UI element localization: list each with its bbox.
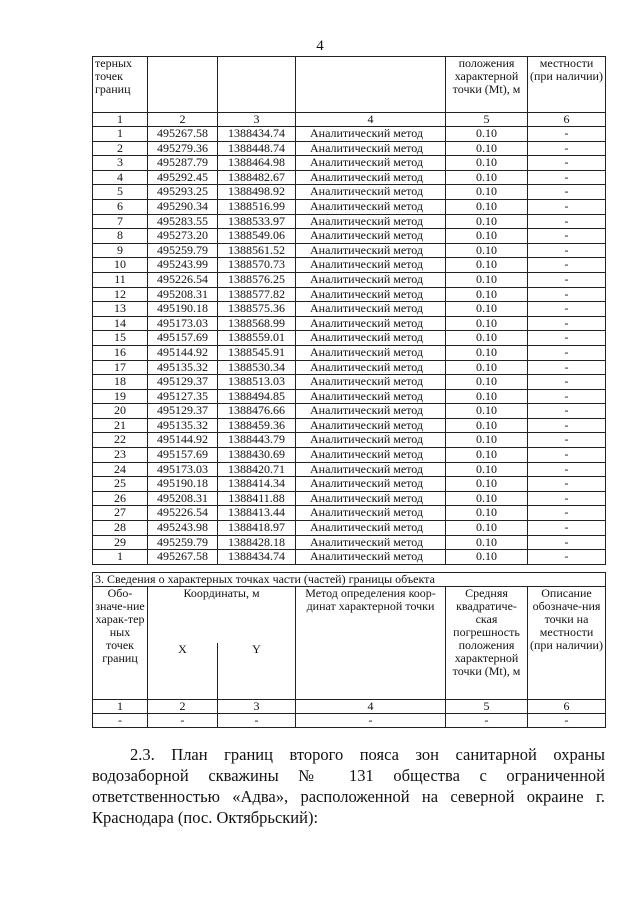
header-error: положения характерной точки (Mt), м bbox=[446, 57, 528, 113]
table-cell: Аналитический метод bbox=[296, 491, 446, 506]
table-cell: Аналитический метод bbox=[296, 316, 446, 331]
table-cell: 17 bbox=[93, 360, 148, 375]
table-cell: 15 bbox=[93, 331, 148, 346]
table-cell: - bbox=[528, 448, 606, 463]
table-cell: Аналитический метод bbox=[296, 477, 446, 492]
table-row bbox=[93, 287, 606, 302]
table-cell: 495129.37 bbox=[148, 404, 218, 419]
col-number: 6 bbox=[528, 113, 606, 127]
table-cell: - bbox=[528, 127, 606, 142]
table-cell: Аналитический метод bbox=[296, 550, 446, 565]
col-number: 1 bbox=[93, 113, 148, 127]
table-cell: - bbox=[528, 418, 606, 433]
table-row bbox=[93, 331, 606, 346]
col-number: 5 bbox=[446, 700, 528, 714]
table-cell: 1388570.73 bbox=[218, 258, 296, 273]
table-cell: 18 bbox=[93, 375, 148, 390]
table-cell: 0.10 bbox=[446, 462, 528, 477]
table-cell: Аналитический метод bbox=[296, 360, 446, 375]
table-cell: - bbox=[528, 214, 606, 229]
table-cell: 7 bbox=[93, 214, 148, 229]
table-cell: 495190.18 bbox=[148, 302, 218, 317]
table-row bbox=[93, 550, 606, 565]
table-cell: 495135.32 bbox=[148, 360, 218, 375]
table-cell: - bbox=[528, 243, 606, 258]
section-paragraph: 2.3. План границ второго пояса зон санитарной охраны водозаборной скважины № 131 общества с ограниченной ответственностью «Адва», расположенной на северной окраине г. Краснодара (пос. Октябрьский): bbox=[92, 745, 605, 827]
table-cell: - bbox=[93, 714, 148, 728]
table-cell: Аналитический метод bbox=[296, 243, 446, 258]
table-cell: 0.10 bbox=[446, 258, 528, 273]
table-cell: 0.10 bbox=[446, 345, 528, 360]
table-cell: 1 bbox=[93, 550, 148, 565]
table-cell: 1388549.06 bbox=[218, 229, 296, 244]
table-row bbox=[93, 185, 606, 200]
table-cell: Аналитический метод bbox=[296, 506, 446, 521]
table-cell: 0.10 bbox=[446, 506, 528, 521]
table-row bbox=[93, 199, 606, 214]
table-cell: 495157.69 bbox=[148, 448, 218, 463]
table-cell: Аналитический метод bbox=[296, 462, 446, 477]
table-cell: 0.10 bbox=[446, 521, 528, 536]
table-cell: - bbox=[218, 714, 296, 728]
table-cell: 1388430.69 bbox=[218, 448, 296, 463]
table-cell: - bbox=[528, 302, 606, 317]
table-cell: 0.10 bbox=[446, 229, 528, 244]
table-cell: Аналитический метод bbox=[296, 229, 446, 244]
table-cell: 1388420.71 bbox=[218, 462, 296, 477]
table-row bbox=[93, 491, 606, 506]
section-title: 3. Сведения о характерных точках части (частей) границы объекта bbox=[93, 573, 606, 587]
header-point-label: терных точек границ bbox=[93, 57, 148, 113]
table-cell: 10 bbox=[93, 258, 148, 273]
table-cell: Аналитический метод bbox=[296, 199, 446, 214]
table-cell: - bbox=[528, 331, 606, 346]
table-cell: 0.10 bbox=[446, 448, 528, 463]
table-cell: 4 bbox=[93, 170, 148, 185]
table-cell: Аналитический метод bbox=[296, 302, 446, 317]
table-cell: Аналитический метод bbox=[296, 521, 446, 536]
table-cell: 24 bbox=[93, 462, 148, 477]
table-cell: 495135.32 bbox=[148, 418, 218, 433]
table-cell: Аналитический метод bbox=[296, 404, 446, 419]
table-cell: 0.10 bbox=[446, 199, 528, 214]
col-number: 2 bbox=[148, 113, 218, 127]
table-cell: 0.10 bbox=[446, 491, 528, 506]
table-cell: 1388561.52 bbox=[218, 243, 296, 258]
table-cell: 26 bbox=[93, 491, 148, 506]
table-cell: - bbox=[528, 360, 606, 375]
table-cell: 0.10 bbox=[446, 360, 528, 375]
header-method: Метод определения коор-динат характерной точки bbox=[296, 587, 446, 700]
table-row bbox=[93, 243, 606, 258]
table-cell: 0.10 bbox=[446, 316, 528, 331]
table-cell: 495259.79 bbox=[148, 243, 218, 258]
table-row bbox=[93, 462, 606, 477]
table-cell: 1388494.85 bbox=[218, 389, 296, 404]
table-cell: 8 bbox=[93, 229, 148, 244]
table-cell: 495157.69 bbox=[148, 331, 218, 346]
table-cell: Аналитический метод bbox=[296, 331, 446, 346]
table-cell: 1388577.82 bbox=[218, 287, 296, 302]
table-row bbox=[93, 477, 606, 492]
table-cell: - bbox=[528, 462, 606, 477]
col-number: 3 bbox=[218, 113, 296, 127]
table-cell: 495127.35 bbox=[148, 389, 218, 404]
table-cell: - bbox=[528, 521, 606, 536]
table-row bbox=[93, 404, 606, 419]
table-cell: Аналитический метод bbox=[296, 258, 446, 273]
table-row bbox=[93, 389, 606, 404]
table-cell: 1388434.74 bbox=[218, 127, 296, 142]
table-cell: - bbox=[528, 506, 606, 521]
table-cell: - bbox=[296, 714, 446, 728]
table-cell: 495283.55 bbox=[148, 214, 218, 229]
table-cell: 1388498.92 bbox=[218, 185, 296, 200]
table-cell: 20 bbox=[93, 404, 148, 419]
col-number: 3 bbox=[218, 700, 296, 714]
table-row bbox=[93, 214, 606, 229]
table-row bbox=[93, 127, 606, 142]
table-cell: 0.10 bbox=[446, 287, 528, 302]
table-cell: 1388575.36 bbox=[218, 302, 296, 317]
table-cell: 3 bbox=[93, 156, 148, 171]
table-cell: 0.10 bbox=[446, 141, 528, 156]
table-cell: 495129.37 bbox=[148, 375, 218, 390]
header-description: Описание обозначе-ния точки на местности (при наличии) bbox=[528, 587, 606, 700]
table-cell: 19 bbox=[93, 389, 148, 404]
table-cell: 0.10 bbox=[446, 272, 528, 287]
table-row bbox=[93, 375, 606, 390]
table-cell: 495173.03 bbox=[148, 316, 218, 331]
col-number: 5 bbox=[446, 113, 528, 127]
table-cell: Аналитический метод bbox=[296, 433, 446, 448]
table-row bbox=[93, 345, 606, 360]
table-cell: 11 bbox=[93, 272, 148, 287]
table-cell: 27 bbox=[93, 506, 148, 521]
table-cell: 1388411.88 bbox=[218, 491, 296, 506]
table-cell: 495287.79 bbox=[148, 156, 218, 171]
table-cell: 495293.25 bbox=[148, 185, 218, 200]
table-cell: - bbox=[528, 389, 606, 404]
table-cell: 0.10 bbox=[446, 243, 528, 258]
table-cell: 495292.45 bbox=[148, 170, 218, 185]
table-cell: - bbox=[528, 185, 606, 200]
table-cell: Аналитический метод bbox=[296, 141, 446, 156]
table-row bbox=[93, 433, 606, 448]
table-cell: 495243.99 bbox=[148, 258, 218, 273]
table-row bbox=[93, 156, 606, 171]
table-cell: 1 bbox=[93, 127, 148, 142]
table-cell: 1388545.91 bbox=[218, 345, 296, 360]
table-cell: 0.10 bbox=[446, 433, 528, 448]
table-cell: - bbox=[528, 477, 606, 492]
table-cell: 495190.18 bbox=[148, 477, 218, 492]
table-cell: 1388448.74 bbox=[218, 141, 296, 156]
col-number: 1 bbox=[93, 700, 148, 714]
table-cell: 1388434.74 bbox=[218, 550, 296, 565]
table-cell: 2 bbox=[93, 141, 148, 156]
table-cell: - bbox=[528, 375, 606, 390]
table-row bbox=[93, 521, 606, 536]
table-cell: 0.10 bbox=[446, 375, 528, 390]
table-cell: 0.10 bbox=[446, 185, 528, 200]
table-cell: - bbox=[528, 535, 606, 550]
table-cell: 5 bbox=[93, 185, 148, 200]
table-cell: 25 bbox=[93, 477, 148, 492]
table-cell: 1388576.25 bbox=[218, 272, 296, 287]
table-cell: 495144.92 bbox=[148, 345, 218, 360]
table-cell: 1388516.99 bbox=[218, 199, 296, 214]
table-cell: 0.10 bbox=[446, 302, 528, 317]
table-cell: 1388476.66 bbox=[218, 404, 296, 419]
table-cell: - bbox=[528, 199, 606, 214]
table-cell: 1388413.44 bbox=[218, 506, 296, 521]
table-cell: 495208.31 bbox=[148, 287, 218, 302]
table-cell: 1388443.79 bbox=[218, 433, 296, 448]
table-row bbox=[93, 506, 606, 521]
table-cell: 0.10 bbox=[446, 156, 528, 171]
table-cell: - bbox=[528, 550, 606, 565]
table-cell: 28 bbox=[93, 521, 148, 536]
col-number: 2 bbox=[148, 700, 218, 714]
table-cell: Аналитический метод bbox=[296, 272, 446, 287]
part-boundary-table bbox=[92, 572, 606, 728]
table-cell: 495144.92 bbox=[148, 433, 218, 448]
table-cell: - bbox=[528, 258, 606, 273]
table-cell: - bbox=[528, 714, 606, 728]
table-cell: 6 bbox=[93, 199, 148, 214]
table-cell: 495226.54 bbox=[148, 506, 218, 521]
table-cell: Аналитический метод bbox=[296, 127, 446, 142]
table-cell: Аналитический метод bbox=[296, 287, 446, 302]
table-cell: 23 bbox=[93, 448, 148, 463]
table-cell: 0.10 bbox=[446, 389, 528, 404]
header-point-label: Обо-значе-ние харак-тер ных точек границ bbox=[93, 587, 148, 700]
header-description: местности (при наличии) bbox=[528, 57, 606, 113]
table-cell: - bbox=[528, 287, 606, 302]
table-cell: 0.10 bbox=[446, 331, 528, 346]
table-row bbox=[93, 535, 606, 550]
table-row bbox=[93, 141, 606, 156]
table-cell: 0.10 bbox=[446, 535, 528, 550]
col-number: 4 bbox=[296, 113, 446, 127]
table-cell: Аналитический метод bbox=[296, 375, 446, 390]
table-cell: 1388418.97 bbox=[218, 521, 296, 536]
table-cell: 1388459.36 bbox=[218, 418, 296, 433]
header-error: Средняя квадратиче-ская погрешность положения характерной точки (Mt), м bbox=[446, 587, 528, 700]
table-cell: 1388482.67 bbox=[218, 170, 296, 185]
table-cell: 0.10 bbox=[446, 127, 528, 142]
table-cell: 1388568.99 bbox=[218, 316, 296, 331]
table-cell: 14 bbox=[93, 316, 148, 331]
table-cell: 0.10 bbox=[446, 418, 528, 433]
table-cell: 495173.03 bbox=[148, 462, 218, 477]
table-cell: Аналитический метод bbox=[296, 170, 446, 185]
table-cell: - bbox=[528, 156, 606, 171]
table-cell: 16 bbox=[93, 345, 148, 360]
table-cell: 495226.54 bbox=[148, 272, 218, 287]
boundary-points-table bbox=[92, 56, 606, 565]
col-number: 4 bbox=[296, 700, 446, 714]
table-cell: 1388513.03 bbox=[218, 375, 296, 390]
table-cell: Аналитический метод bbox=[296, 448, 446, 463]
table-cell: 1388428.18 bbox=[218, 535, 296, 550]
header-x: X bbox=[148, 643, 218, 700]
table-cell: 0.10 bbox=[446, 214, 528, 229]
table-cell: 29 bbox=[93, 535, 148, 550]
table-cell: 13 bbox=[93, 302, 148, 317]
table-cell: 21 bbox=[93, 418, 148, 433]
table-row bbox=[93, 229, 606, 244]
table-cell: 0.10 bbox=[446, 550, 528, 565]
table-cell: 495273.20 bbox=[148, 229, 218, 244]
table-row bbox=[93, 170, 606, 185]
table-cell: 1388533.97 bbox=[218, 214, 296, 229]
table-cell: 1388414.34 bbox=[218, 477, 296, 492]
table-cell: - bbox=[528, 345, 606, 360]
header-y: Y bbox=[218, 643, 296, 700]
table-cell: 495208.31 bbox=[148, 491, 218, 506]
table-cell: Аналитический метод bbox=[296, 535, 446, 550]
table-cell: - bbox=[148, 714, 218, 728]
table-cell: - bbox=[528, 141, 606, 156]
table-cell: 495267.58 bbox=[148, 550, 218, 565]
table-cell: 495259.79 bbox=[148, 535, 218, 550]
table-cell: Аналитический метод bbox=[296, 214, 446, 229]
table-cell: Аналитический метод bbox=[296, 389, 446, 404]
table-cell: Аналитический метод bbox=[296, 156, 446, 171]
table-cell: Аналитический метод bbox=[296, 185, 446, 200]
table-cell: - bbox=[528, 433, 606, 448]
table-row bbox=[93, 360, 606, 375]
table-row bbox=[93, 258, 606, 273]
table-cell: - bbox=[528, 229, 606, 244]
table-cell: - bbox=[528, 272, 606, 287]
table-cell: 0.10 bbox=[446, 170, 528, 185]
table-row bbox=[93, 272, 606, 287]
col-number: 6 bbox=[528, 700, 606, 714]
page-number: 4 bbox=[316, 38, 324, 54]
table-cell: 1388559.01 bbox=[218, 331, 296, 346]
table-cell: Аналитический метод bbox=[296, 418, 446, 433]
table-cell: 12 bbox=[93, 287, 148, 302]
table-cell: - bbox=[528, 404, 606, 419]
table-cell: 1388530.34 bbox=[218, 360, 296, 375]
table-cell: - bbox=[528, 316, 606, 331]
table-cell: 495267.58 bbox=[148, 127, 218, 142]
table-cell: - bbox=[446, 714, 528, 728]
table-row bbox=[93, 316, 606, 331]
table-cell: 495279.36 bbox=[148, 141, 218, 156]
table-cell: 9 bbox=[93, 243, 148, 258]
table-cell: 22 bbox=[93, 433, 148, 448]
table-cell: 1388464.98 bbox=[218, 156, 296, 171]
table-cell: - bbox=[528, 491, 606, 506]
table-cell: - bbox=[528, 170, 606, 185]
table-cell: 495243.98 bbox=[148, 521, 218, 536]
table-cell: 495290.34 bbox=[148, 199, 218, 214]
table-cell: Аналитический метод bbox=[296, 345, 446, 360]
table-row bbox=[93, 418, 606, 433]
table-cell: 0.10 bbox=[446, 404, 528, 419]
table-cell: 0.10 bbox=[446, 477, 528, 492]
table-row bbox=[93, 448, 606, 463]
header-coordinates: Координаты, м bbox=[148, 587, 296, 644]
table-row bbox=[93, 302, 606, 317]
